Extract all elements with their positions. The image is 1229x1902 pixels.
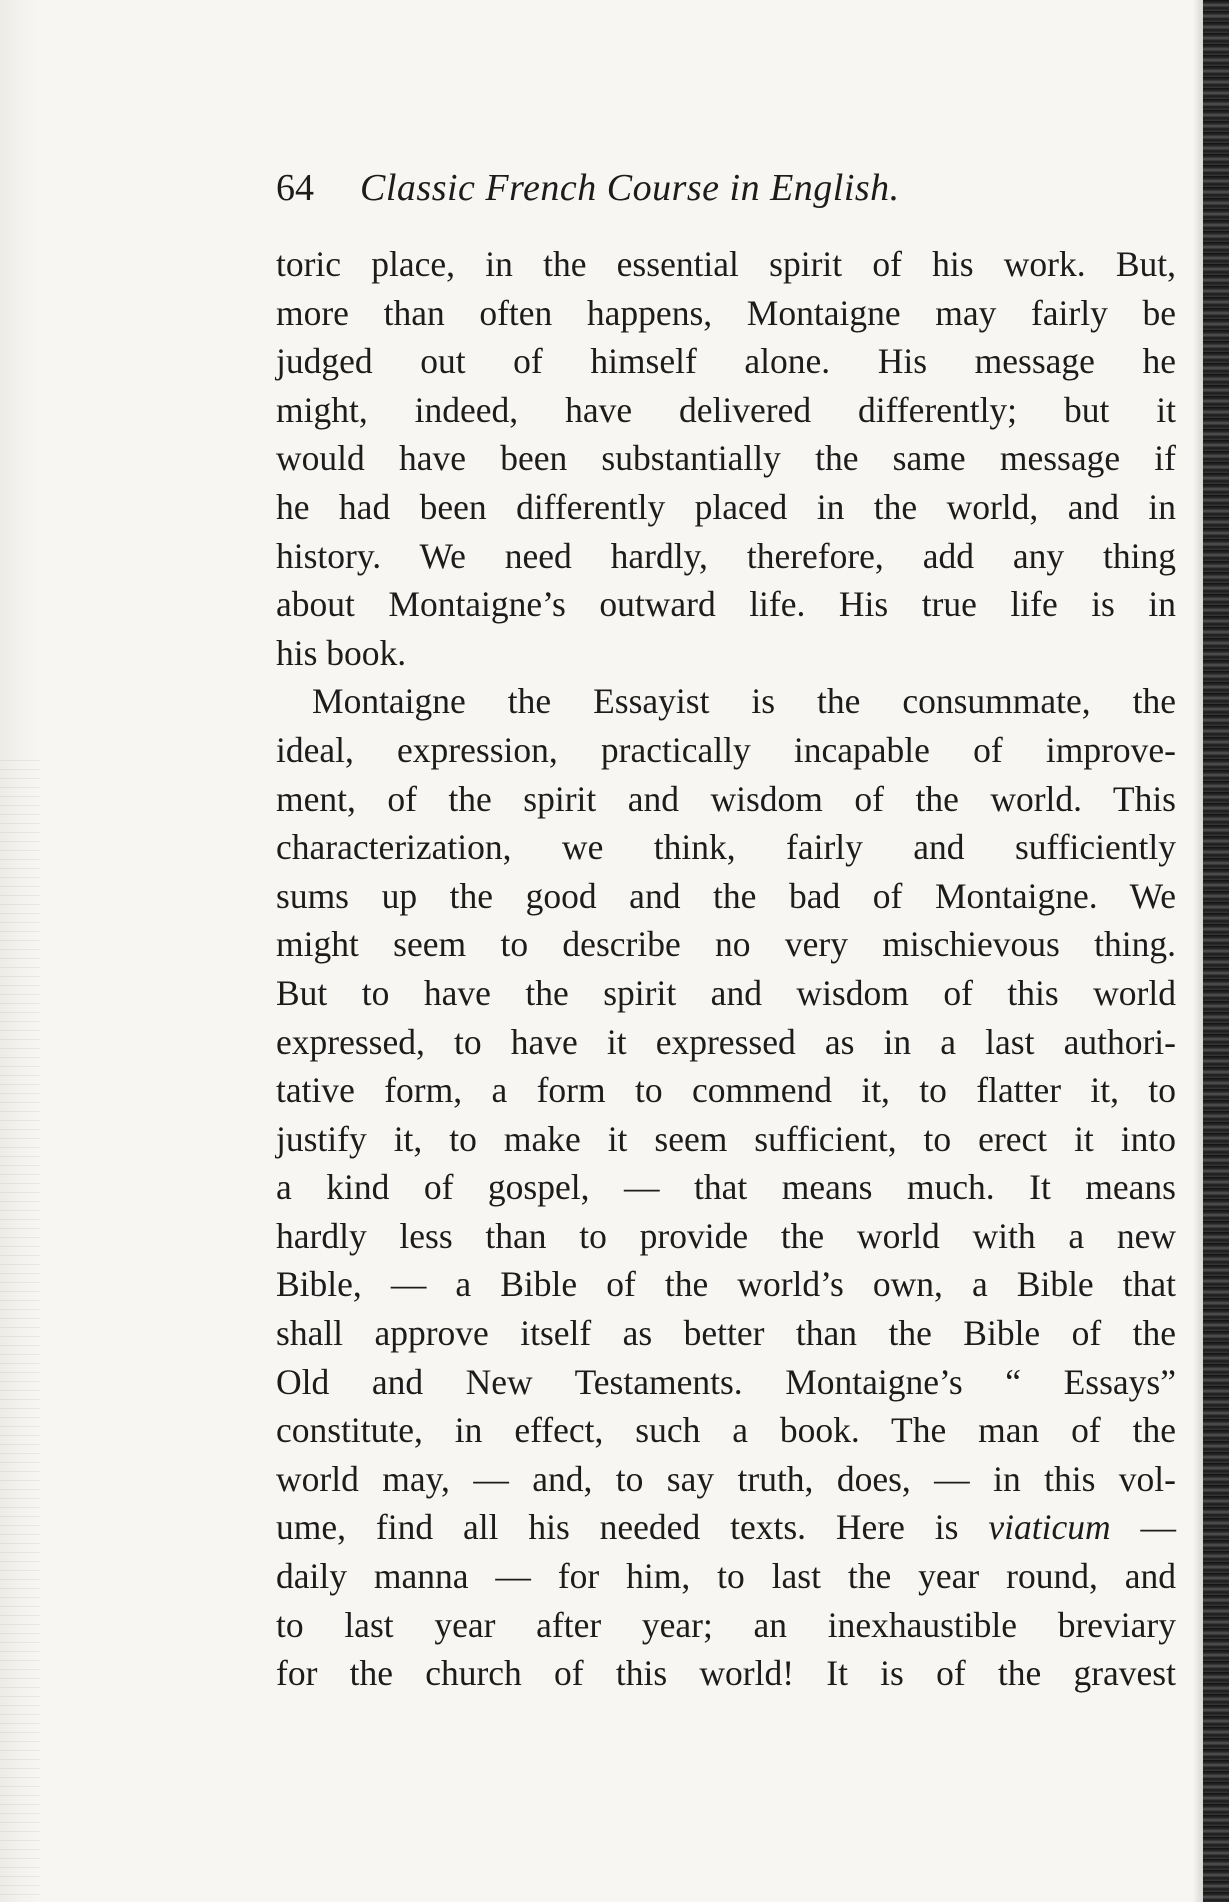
text-line: might, indeed, have delivered differently; but it (276, 389, 1176, 430)
binding-marks (0, 760, 40, 1900)
text-line: a kind of gospel, — that means much. It means (276, 1167, 1176, 1208)
text-line: might seem to describe no very mischievous thing. (276, 924, 1176, 965)
text-line: constitute, in effect, such a book. The man of the (276, 1410, 1176, 1451)
italic-word: viaticum (988, 1507, 1111, 1548)
text-line: for the church of this world! It is of the gravest (276, 1653, 1176, 1694)
text-line: history. We need hardly, therefore, add any thing (276, 535, 1176, 576)
page-number: 64 (276, 167, 314, 209)
book-page (276, 164, 1176, 1698)
text-line: would have been substantially the same message if (276, 438, 1176, 479)
paragraph-2 (276, 677, 1176, 1697)
running-head (276, 164, 1176, 212)
text-line: he had been differently placed in the world, and in (276, 486, 1176, 527)
text-line: ment, of the spirit and wisdom of the world. This (276, 778, 1176, 819)
text-line: to last year after year; an inexhaustible breviary (276, 1604, 1176, 1645)
line-text: ume, find all his needed texts. Here is (276, 1507, 989, 1548)
text-line: his book. (276, 632, 407, 673)
text-line: Old and New Testaments. Montaigne’s “ Essays” (276, 1361, 1176, 1402)
text-line: shall approve itself as better than the Bible of the (276, 1313, 1176, 1354)
body-text (276, 240, 1176, 1698)
text-line: more than often happens, Montaigne may fairly be (276, 292, 1176, 333)
text-line: ideal, expression, practically incapable of improve- (276, 729, 1176, 770)
running-title: Classic French Course in English. (360, 167, 900, 209)
text-line: hardly less than to provide the world with a new (276, 1215, 1176, 1256)
paragraph-1 (276, 240, 1176, 677)
text-line: Bible, — a Bible of the world’s own, a Bible that (276, 1264, 1176, 1305)
text-line: But to have the spirit and wisdom of this world (276, 972, 1176, 1013)
text-line: expressed, to have it expressed as in a last authori- (276, 1021, 1176, 1062)
text-line: tative form, a form to commend it, to flatter it, to (276, 1070, 1176, 1111)
text-line: justify it, to make it seem sufficient, to erect it into (276, 1118, 1176, 1159)
line-text-tail: — (1110, 1507, 1177, 1548)
text-line: Montaigne the Essayist is the consummate, the (312, 681, 1176, 722)
page-edge-shadow (1193, 0, 1203, 1902)
text-line: about Montaigne’s outward life. His true life is in (276, 584, 1176, 625)
text-line: toric place, in the essential spirit of his work. But, (276, 244, 1176, 284)
text-line-with-italic (276, 1503, 1176, 1552)
text-line: judged out of himself alone. His message he (276, 341, 1176, 382)
page-edge (1203, 0, 1229, 1902)
text-line: daily manna — for him, to last the year round, and (276, 1556, 1176, 1597)
text-line: sums up the good and the bad of Montaigne. We (276, 875, 1176, 916)
text-line: characterization, we think, fairly and sufficiently (276, 827, 1176, 868)
text-line: world may, — and, to say truth, does, — in this vol- (276, 1458, 1176, 1499)
